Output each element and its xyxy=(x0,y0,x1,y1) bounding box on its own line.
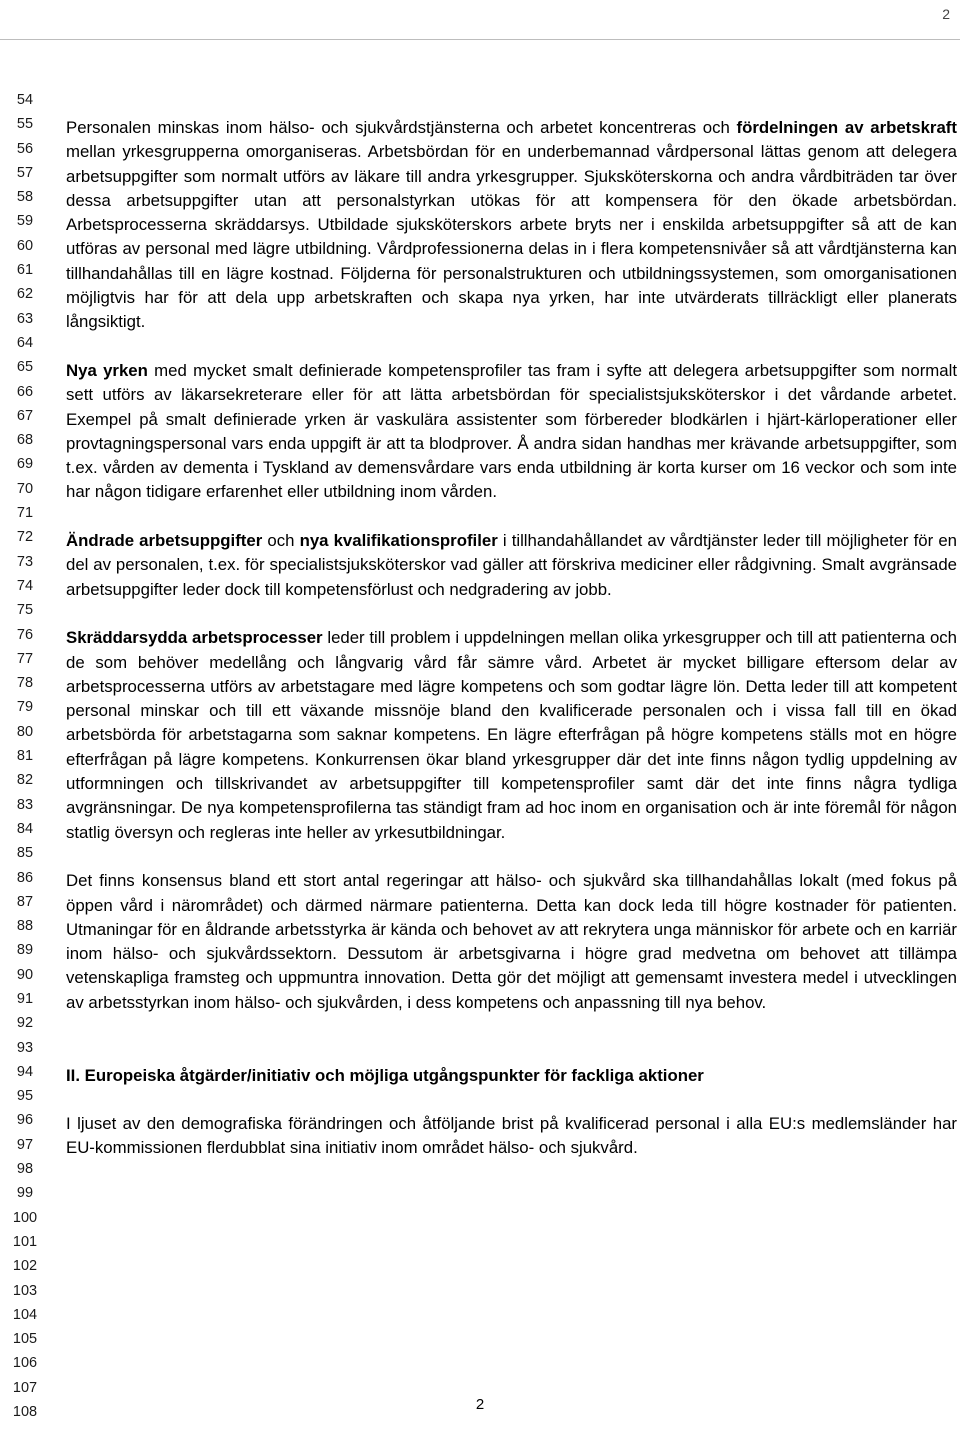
line-number: 80 xyxy=(16,723,34,740)
line-number: 72 xyxy=(16,529,34,546)
line-number: 94 xyxy=(16,1063,34,1080)
line-number: 108 xyxy=(12,1404,38,1421)
line-number: 99 xyxy=(16,1185,34,1202)
line-number: 57 xyxy=(16,164,34,181)
line-number: 92 xyxy=(16,1015,34,1032)
bold-term-changed-tasks: Ändrade arbetsuppgifter xyxy=(66,531,263,551)
line-number: 89 xyxy=(16,942,34,959)
line-number: 101 xyxy=(12,1233,38,1250)
line-number: 75 xyxy=(16,602,34,619)
header-page-number: 2 xyxy=(942,6,950,22)
line-number: 86 xyxy=(16,869,34,886)
section-heading: II. Europeiska åtgärder/initiativ och möjliga utgångspunkter för fackliga aktioner xyxy=(66,1065,704,1085)
line-number: 100 xyxy=(12,1209,38,1226)
line-number: 77 xyxy=(16,650,34,667)
line-number: 69 xyxy=(16,456,34,473)
line-number: 95 xyxy=(16,1088,34,1105)
line-number: 104 xyxy=(12,1306,38,1323)
line-number: 55 xyxy=(16,116,34,133)
line-number: 61 xyxy=(16,262,34,279)
line-number: 67 xyxy=(16,407,34,424)
line-number: 106 xyxy=(12,1355,38,1372)
line-number: 59 xyxy=(16,213,34,230)
line-number: 96 xyxy=(16,1112,34,1129)
paragraph-staff-reduction: Personalen minskas inom hälso- och sjukvårdstjänsterna och arbetet koncentreras och fördelningen av arbetskraft mellan yrkesgrupperna omorganiseras. Arbetsbördan för en underbemannad vårdpersonal lättas genom att delegera arbetsuppgifter som normalt utförs av läkare till andra yrkesgrupper. Sjuksköterskorna och andra vårdbiträden tar över dessa arbetsuppgifter utan att personalstyrkan utökas för att kompensera för den ökade arbetsbördan. Arbetsprocesserna skräddarsys. Utbildade sjuksköterskors arbete bryts ner i enskilda arbetsuppgifter så att de kan utföras av personal med lägre utbildning. Vårdprofessionerna delas in i flera kompetensnivåer så att vårdtjänsterna kan tillhandahållas till en lägre kostnad. Följderna för personalstrukturen och utbildningssystemen, som omorganisationen möjligtvis har för att dela upp arbetskraften och skapa nya yrken, har inte utvärderats tillräckligt eller planerats långsiktigt. xyxy=(66,118,957,332)
bold-term-qualification-profiles: nya kvalifikationsprofiler xyxy=(299,531,498,551)
line-number: 76 xyxy=(16,626,34,643)
line-number: 64 xyxy=(16,334,34,351)
line-number: 58 xyxy=(16,189,34,206)
line-number: 74 xyxy=(16,577,34,594)
line-number: 68 xyxy=(16,432,34,449)
line-number: 90 xyxy=(16,966,34,983)
paragraph-consensus: Det finns konsensus bland ett stort antal regeringar att hälso- och sjukvård ska tillhandahållas lokalt (med fokus på öppen vård i närområdet) och därmed närmare patienterna. Detta kan dock leda till högre kostnader för patienten. Utmaningar för en åldrande arbetsstyrka är kända och behovet av att rekrytera unga människor för arbete och en karriär inom hälso- och sjukvårdssektorn. Dessutom är arbetsgivarna i högre grad medvetna om behovet att tillämpa vetenskapliga framsteg och uppmuntra innovation. Detta gör det möjligt att gemensamt investera medel i utvecklingen av arbetsstyrkan inom hälso- och sjukvården, i dess kompetens och anpassning till nya behov. xyxy=(66,871,957,1012)
line-number: 105 xyxy=(12,1331,38,1348)
line-number: 107 xyxy=(12,1379,38,1396)
line-number-gutter xyxy=(0,88,50,1424)
line-number: 84 xyxy=(16,820,34,837)
line-number: 83 xyxy=(16,796,34,813)
line-number: 98 xyxy=(16,1161,34,1178)
header-divider xyxy=(0,39,960,40)
line-number: 81 xyxy=(16,748,34,765)
line-number: 60 xyxy=(16,237,34,254)
line-number: 65 xyxy=(16,359,34,376)
line-number: 93 xyxy=(16,1039,34,1056)
paragraph-tailored-processes: Skräddarsydda arbetsprocesser leder till problem i uppdelningen mellan olika yrkesgrupper och till att patienterna och de som behöver medellång och långvarig vård får sämre vård. Arbetet är mycket billigare eftersom delar av arbetsprocesserna utförs av arbetstagare med lägre kompetens och som godtar lägre lön. Detta leder till att kompetent personal minskar och till ett växande missnöje bland den kvalificerade personalen och i vissa fall till en ökad arbetsbörda för arbetstagarna som saknar kompetens. En lägre efterfrågan på högre kompetens ställs mot en högre efterfrågan på lägre kompetens. Konkurrensen ökar bland yrkesgrupper där det inte finns någon tydlig uppdelning av utformningen och tillskrivandet av arbetsuppgifter till kompetensprofiler samt där det inte finns några tydliga avgränsningar. De nya kompetensprofilerna tas ständigt fram ad hoc inom en organisation och är inte föremål för någon statlig översyn och regleras inte heller av yrkesutbildningar. xyxy=(66,628,957,842)
line-number: 82 xyxy=(16,772,34,789)
line-number: 85 xyxy=(16,845,34,862)
line-number: 102 xyxy=(12,1258,38,1275)
line-number: 88 xyxy=(16,918,34,935)
footer-page-number: 2 xyxy=(475,1396,485,1413)
line-number: 79 xyxy=(16,699,34,716)
line-number: 91 xyxy=(16,990,34,1007)
paragraph-new-professions: Nya yrken med mycket smalt definierade kompetensprofiler tas fram i syfte att delegera arbetsuppgifter som normalt sett utförs av läkarsekreterare eller för att lätta arbetsbördan för specialistsjuksköterskor i det vårdande arbetet. Exempel på smalt definierade yrken är vaskulära assistenter som förbereder blodkärlen i hjärt-kärloperationer eller provtagningspersonal vars enda uppgift är att ta blodprover. Å andra sidan handhas mer krävande arbetsuppgifter, som t.ex. vården av dementa i Tyskland av demensvårdare vars enda utbildning är korta kurser om 16 veckor och som inte har någon tidigare erfarenhet eller utbildning inom vården. xyxy=(66,360,957,502)
bold-term-new-professions: Nya yrken xyxy=(66,360,148,380)
line-number: 103 xyxy=(12,1282,38,1299)
line-number: 70 xyxy=(16,480,34,497)
line-number: 78 xyxy=(16,675,34,692)
line-number: 71 xyxy=(16,505,34,522)
line-number: 73 xyxy=(16,553,34,570)
line-number: 87 xyxy=(16,893,34,910)
bold-term-tailored-processes: Skräddarsydda arbetsprocesser xyxy=(66,628,323,648)
line-number: 54 xyxy=(16,92,34,108)
line-number: 56 xyxy=(16,140,34,157)
bold-term-division-of-labour: fördelningen av arbetskraft xyxy=(736,118,957,137)
line-number: 62 xyxy=(16,286,34,303)
line-number: 63 xyxy=(16,310,34,327)
line-number: 97 xyxy=(16,1136,34,1153)
paragraph-demographic-change: I ljuset av den demografiska förändringen och åtföljande brist på kvalificerad personal i alla EU:s medlemsländer har EU-kommissionen flerdubblat sina initiativ inom området hälso- och sjukvård. xyxy=(66,1114,957,1158)
paragraph-changed-tasks: Ändrade arbetsuppgifter och nya kvalifikationsprofiler i tillhandahållandet av vårdtjänster leder till möjligheter för en del av personalen, t.ex. för specialistsjuksköterskor vad gäller att förskriva mediciner eller rådgivning. Smalt avgränsade arbetsuppgifter leder dock till kompetensförlust och nedgradering av jobb. xyxy=(66,531,957,599)
document-body xyxy=(66,116,957,1185)
line-number: 66 xyxy=(16,383,34,400)
